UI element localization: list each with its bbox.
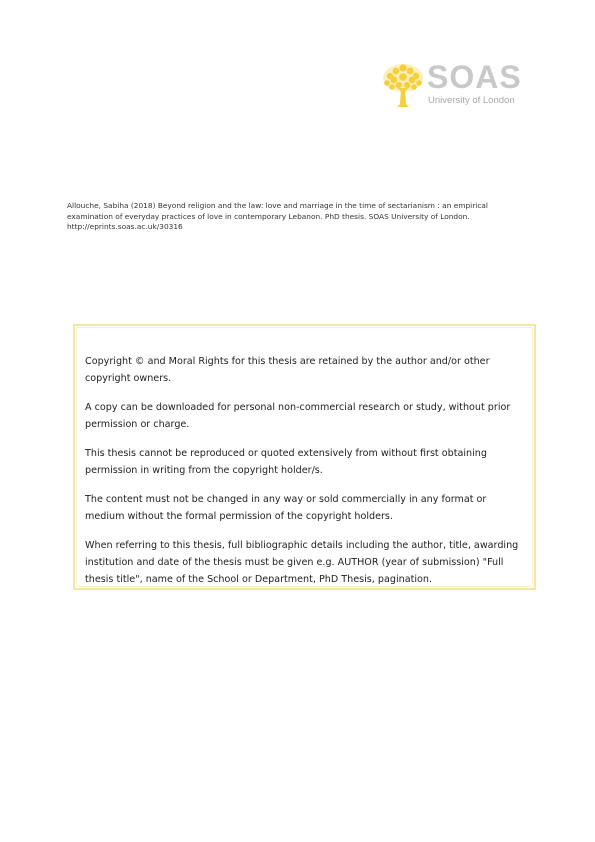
- notice-line: medium without the formal permission of the copyright holders.: [85, 511, 393, 522]
- notice-line: copyright owners.: [85, 373, 172, 384]
- logo-subtitle: University of London: [428, 95, 515, 106]
- tree-canopy: [383, 64, 423, 92]
- citation-line: Allouche, Sabiha (2018) Beyond religion and the law: love and marriage in the time of sectarianism : an empirical: [67, 201, 488, 210]
- notice-paragraph-referencing: [85, 537, 530, 588]
- notice-line: thesis title", name of the School or Department, PhD Thesis, pagination.: [85, 574, 433, 585]
- notice-line: When referring to this thesis, full bibliographic details including the author, title, awarding: [85, 540, 519, 551]
- notice-line: A copy can be downloaded for personal non-commercial research or study, without prior: [85, 402, 511, 413]
- notice-line: permission in writing from the copyright holder/s.: [85, 465, 323, 476]
- notice-paragraph-content: [85, 491, 530, 525]
- soas-logo: [380, 60, 530, 110]
- citation: [67, 201, 537, 233]
- notice-line: institution and date of the thesis must be given e.g. AUTHOR (year of submission) "Full: [85, 557, 504, 568]
- citation-url: http://eprints.soas.ac.uk/30316: [67, 222, 183, 231]
- logo-wordmark: SOAS: [427, 59, 522, 95]
- notice-line: This thesis cannot be reproduced or quoted extensively from without first obtaining: [85, 448, 487, 459]
- notice-paragraph-download: [85, 399, 530, 433]
- notice-line: permission or charge.: [85, 419, 190, 430]
- notice-line: Copyright © and Moral Rights for this thesis are retained by the author and/or other: [85, 356, 490, 367]
- tree-icon: [380, 62, 426, 108]
- copyright-notice-content: [85, 353, 530, 600]
- citation-line: examination of everyday practices of love in contemporary Lebanon. PhD thesis. SOAS University of London.: [67, 211, 470, 221]
- notice-line: The content must not be changed in any way or sold commercially in any format or: [85, 494, 487, 505]
- copyright-notice-box: [73, 324, 536, 590]
- notice-paragraph-copyright: [85, 353, 530, 387]
- notice-paragraph-reproduction: [85, 445, 530, 479]
